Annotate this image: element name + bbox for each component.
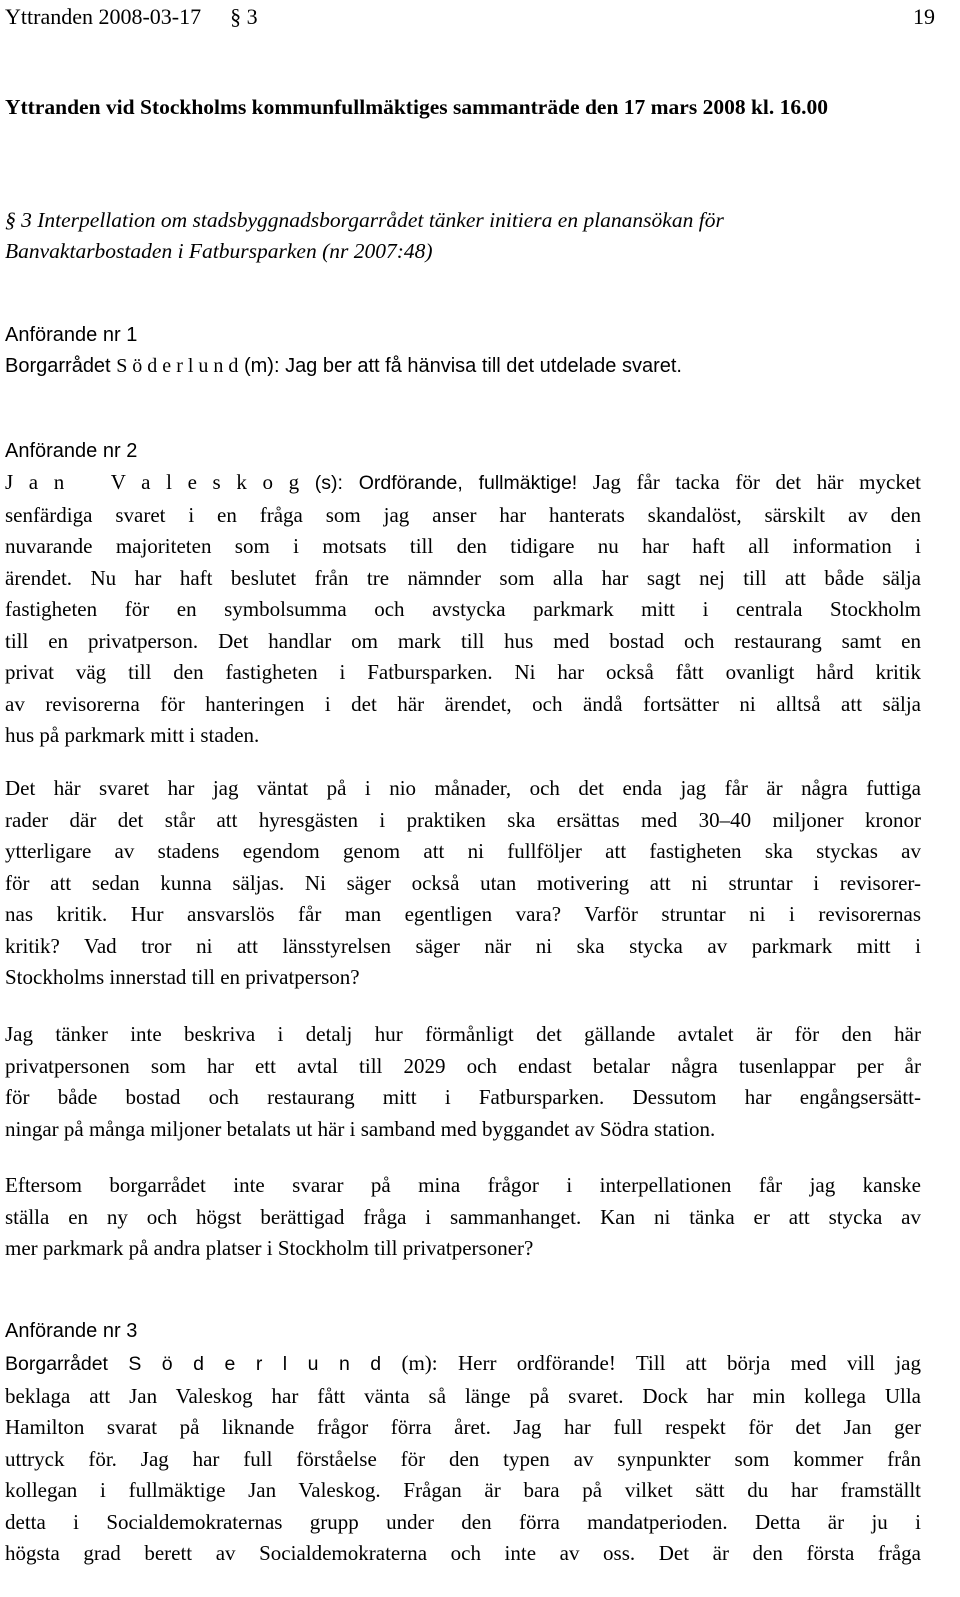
speech-2-line: privat väg till den fastigheten i Fatbursparken. Ni har också fått ovanligt hård kritik [5, 660, 921, 684]
paragraph-line: mer parkmark på andra platser i Stockholm till privatpersoner? [5, 1236, 534, 1260]
page-header [5, 2, 935, 32]
speech-3-role: Borgarrådet [5, 1353, 108, 1375]
speech-3-line: kollegan i fullmäktige Jan Valeskog. Frågan är bara på vilket sätt du har framställt [5, 1478, 921, 1502]
speech-1-speaker: S ö d e r l u n d [116, 355, 239, 377]
speech-3-paragraph [5, 1348, 921, 1570]
speech-2-speaker: J a n V a l e s k o g [5, 470, 300, 494]
speech-3-line: beklaga att Jan Valeskog har fått vänta så länge på svaret. Dock har min kollega Ulla [5, 1383, 921, 1408]
speech-3-line: detta i Socialdemokraternas grupp under den förra mandatperioden. Detta är ju i [5, 1509, 921, 1534]
paragraph-line: ningar på många miljoner betalats ut här i samband med byggandet av Södra station. [5, 1116, 716, 1141]
interpellation-line-1: § 3 Interpellation om stadsbyggnadsborgarrådet tänker initiera en planansökan för [5, 208, 724, 232]
speech-1-body: (m): Jag ber att få hänvisa till det utdelade svaret. [243, 355, 682, 377]
speech-3-intro: (m): Herr ordförande! Till att börja med vill jag [401, 1351, 921, 1375]
paragraph-line: ytterligare av stadens egendom genom att ni fullföljer att fastigheten ska styckas av [5, 839, 921, 863]
paragraph-line: Eftersom borgarrådet inte svarar på mina frågor i interpellationen får jag kanske [5, 1173, 921, 1197]
speech-2-paragraph-4 [5, 1170, 921, 1265]
paragraph-line: ställa en ny och högst berättigad fråga i sammanhanget. Kan ni tänka er att stycka av [5, 1204, 921, 1229]
header-date: Yttranden 2008-03-17 [5, 4, 202, 29]
speech-2-paragraph-1 [5, 467, 921, 752]
paragraph-line: Stockholms innerstad till en privatperson? [5, 965, 360, 989]
paragraph-line: Jag tänker inte beskriva i detalj hur förmånligt det gällande avtalet är för den här [5, 1022, 921, 1046]
speech-2-line: nuvarande majoriteten som i motsats till den tidigare nu har haft all information i [5, 534, 921, 558]
interpellation-heading [5, 205, 920, 267]
speech-2-line: av revisorerna för hanteringen i det här ärendet, och ändå fortsätter ni alltså att sälja [5, 691, 921, 716]
speech-2-label: Anförande nr 2 [5, 440, 138, 462]
paragraph-line: privatpersonen som har ett avtal till 2029 och endast betalar några tusenlappar per år [5, 1053, 921, 1078]
speech-3-line [5, 1348, 921, 1381]
speech-3-speaker: S ö d e r l u n d [128, 1353, 382, 1375]
interpellation-line-2: Banvaktarbostaden i Fatbursparken (nr 2007:48) [5, 239, 433, 263]
speech-3-label: Anförande nr 3 [5, 1320, 138, 1342]
paragraph-line: kritik? Vad tror ni att länsstyrelsen säger när ni ska stycka av parkmark mitt i [5, 933, 921, 958]
header-section: § 3 [230, 4, 258, 29]
paragraph-line: rader där det står att hyresgästen i praktiken ska ersättas med 30–40 miljoner kronor [5, 807, 921, 832]
page-number: 19 [913, 4, 935, 29]
speech-2-line: fastigheten för en symbolsumma och avstycka parkmark mitt i centrala Stockholm [5, 597, 921, 621]
speech-2-line: till en privatperson. Det handlar om mark till hus med bostad och restaurang samt en [5, 628, 921, 653]
speech-2-paragraph-2 [5, 773, 921, 994]
speech-2-intro: (s): Ordförande, fullmäktige! [314, 472, 578, 494]
speech-1-role: Borgarrådet [5, 355, 111, 377]
paragraph-line: Det här svaret har jag väntat på i nio månader, och det enda jag får är några futtiga [5, 776, 921, 800]
speech-2-paragraph-3 [5, 1019, 921, 1145]
speech-3-line: Hamilton svarat på liknande frågor förra året. Jag har full respekt för det Jan ger [5, 1415, 921, 1439]
speech-1-label: Anförande nr 1 [5, 324, 138, 346]
speech-3-line: högsta grad berett av Socialdemokraterna och inte av oss. Det är den första fråga [5, 1541, 921, 1565]
speech-2-line: ärendet. Nu har haft beslutet från tre nämnder som alla har sagt nej till att både sälja [5, 565, 921, 590]
speech-1-text [5, 351, 682, 382]
speech-2-line: senfärdiga svaret i en fråga som jag anser har hanterats skandalöst, särskilt av den [5, 502, 921, 527]
paragraph-line: för att sedan kunna säljas. Ni säger också utan motivering att ni struntar i revisorer- [5, 870, 921, 895]
document-title: Yttranden vid Stockholms kommunfullmäktiges sammanträde den 17 mars 2008 kl. 16.00 [5, 95, 829, 119]
speech-2-line: J a n V a l e s k o g (s): Ordförande, fullmäktige! Jag får tacka för det här mycket [5, 470, 921, 494]
paragraph-line: för både bostad och restaurang mitt i Fatbursparken. Dessutom har engångsersätt- [5, 1085, 921, 1109]
paragraph-line: nas kritik. Hur ansvarslös får man egentligen vara? Varför struntar ni i revisorernas [5, 902, 921, 926]
speech-3-line: uttryck för. Jag har full förståelse för den typen av synpunkter som kommer från [5, 1446, 921, 1471]
speech-2-line: hus på parkmark mitt i staden. [5, 723, 260, 747]
